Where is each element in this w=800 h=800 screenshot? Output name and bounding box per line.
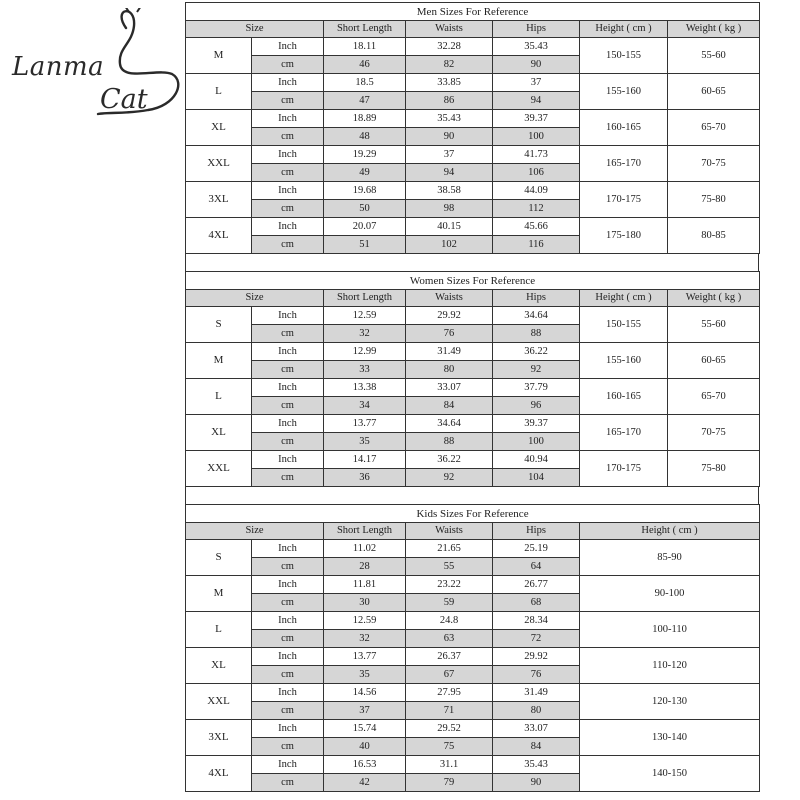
table-row xyxy=(186,415,760,433)
inch-value-cell: 13.38 xyxy=(324,379,406,397)
cm-value-cell: 106 xyxy=(493,164,580,182)
inch-value-cell: 26.37 xyxy=(406,648,493,666)
table-row xyxy=(186,612,760,630)
cm-value-cell: 50 xyxy=(324,200,406,218)
table-spacer xyxy=(185,487,759,504)
cm-value-cell: 80 xyxy=(493,702,580,720)
cm-value-cell: 32 xyxy=(324,630,406,648)
table-row xyxy=(186,146,760,164)
cm-value-cell: 79 xyxy=(406,774,493,792)
inch-value-cell: 39.37 xyxy=(493,415,580,433)
kids-header-cell: Size xyxy=(186,523,324,540)
table-row xyxy=(186,307,760,325)
unit-inch-cell: Inch xyxy=(252,146,324,164)
cm-value-cell: 30 xyxy=(324,594,406,612)
size-label-cell: XL xyxy=(186,415,252,451)
inch-value-cell: 44.09 xyxy=(493,182,580,200)
men-table-title: Men Sizes For Reference xyxy=(186,3,760,21)
women-header-cell: Hips xyxy=(493,290,580,307)
table-row xyxy=(186,343,760,361)
table-row xyxy=(186,684,760,702)
unit-cm-cell: cm xyxy=(252,433,324,451)
women-title-row xyxy=(186,272,760,290)
cm-value-cell: 40 xyxy=(324,738,406,756)
cm-value-cell: 80 xyxy=(406,361,493,379)
table-spacer xyxy=(185,254,759,271)
size-label-cell: S xyxy=(186,307,252,343)
table-row xyxy=(186,540,760,558)
unit-cm-cell: cm xyxy=(252,236,324,254)
table-row xyxy=(186,576,760,594)
inch-value-cell: 34.64 xyxy=(406,415,493,433)
kids-header-cell: Hips xyxy=(493,523,580,540)
inch-value-cell: 11.81 xyxy=(324,576,406,594)
unit-inch-cell: Inch xyxy=(252,576,324,594)
inch-value-cell: 24.8 xyxy=(406,612,493,630)
height-range-cell: 140-150 xyxy=(580,756,760,792)
cm-value-cell: 72 xyxy=(493,630,580,648)
unit-cm-cell: cm xyxy=(252,56,324,74)
cm-value-cell: 100 xyxy=(493,128,580,146)
inch-value-cell: 33.07 xyxy=(406,379,493,397)
inch-value-cell: 14.56 xyxy=(324,684,406,702)
height-range-cell: 130-140 xyxy=(580,720,760,756)
cm-value-cell: 37 xyxy=(324,702,406,720)
cm-value-cell: 36 xyxy=(324,469,406,487)
weight-range-cell: 75-80 xyxy=(668,451,760,487)
inch-value-cell: 14.17 xyxy=(324,451,406,469)
size-label-cell: M xyxy=(186,38,252,74)
inch-value-cell: 45.66 xyxy=(493,218,580,236)
kids-header-cell: Waists xyxy=(406,523,493,540)
cm-value-cell: 90 xyxy=(493,774,580,792)
inch-value-cell: 29.92 xyxy=(406,307,493,325)
women-size-table xyxy=(185,271,760,487)
women-header-cell: Short Length xyxy=(324,290,406,307)
cm-value-cell: 55 xyxy=(406,558,493,576)
table-row xyxy=(186,38,760,56)
inch-value-cell: 40.15 xyxy=(406,218,493,236)
women-header-cell: Size xyxy=(186,290,324,307)
height-range-cell: 155-160 xyxy=(580,343,668,379)
inch-value-cell: 12.99 xyxy=(324,343,406,361)
logo-wordmark-line2: Cat xyxy=(100,84,148,115)
height-range-cell: 160-165 xyxy=(580,110,668,146)
men-header-cell: Waists xyxy=(406,21,493,38)
inch-value-cell: 36.22 xyxy=(493,343,580,361)
inch-value-cell: 31.49 xyxy=(493,684,580,702)
cm-value-cell: 48 xyxy=(324,128,406,146)
cm-value-cell: 75 xyxy=(406,738,493,756)
inch-value-cell: 20.07 xyxy=(324,218,406,236)
cm-value-cell: 90 xyxy=(493,56,580,74)
inch-value-cell: 35.43 xyxy=(406,110,493,128)
table-row xyxy=(186,379,760,397)
unit-cm-cell: cm xyxy=(252,128,324,146)
size-label-cell: 4XL xyxy=(186,218,252,254)
unit-inch-cell: Inch xyxy=(252,415,324,433)
weight-range-cell: 55-60 xyxy=(668,38,760,74)
men-header-row xyxy=(186,21,760,38)
inch-value-cell: 31.49 xyxy=(406,343,493,361)
unit-cm-cell: cm xyxy=(252,469,324,487)
cm-value-cell: 112 xyxy=(493,200,580,218)
cm-value-cell: 92 xyxy=(406,469,493,487)
men-header-cell: Short Length xyxy=(324,21,406,38)
unit-inch-cell: Inch xyxy=(252,756,324,774)
height-range-cell: 90-100 xyxy=(580,576,760,612)
unit-cm-cell: cm xyxy=(252,702,324,720)
inch-value-cell: 35.43 xyxy=(493,38,580,56)
logo-wordmark-line1: Lanma xyxy=(12,52,105,82)
women-header-cell: Waists xyxy=(406,290,493,307)
size-label-cell: 3XL xyxy=(186,182,252,218)
men-header-cell: Hips xyxy=(493,21,580,38)
inch-value-cell: 37 xyxy=(406,146,493,164)
unit-cm-cell: cm xyxy=(252,397,324,415)
unit-cm-cell: cm xyxy=(252,666,324,684)
inch-value-cell: 19.29 xyxy=(324,146,406,164)
height-range-cell: 120-130 xyxy=(580,684,760,720)
inch-value-cell: 41.73 xyxy=(493,146,580,164)
cm-value-cell: 116 xyxy=(493,236,580,254)
inch-value-cell: 31.1 xyxy=(406,756,493,774)
unit-cm-cell: cm xyxy=(252,164,324,182)
size-label-cell: L xyxy=(186,612,252,648)
height-range-cell: 165-170 xyxy=(580,146,668,182)
cm-value-cell: 104 xyxy=(493,469,580,487)
inch-value-cell: 13.77 xyxy=(324,415,406,433)
cm-value-cell: 63 xyxy=(406,630,493,648)
inch-value-cell: 13.77 xyxy=(324,648,406,666)
unit-inch-cell: Inch xyxy=(252,218,324,236)
weight-range-cell: 70-75 xyxy=(668,415,760,451)
cm-value-cell: 47 xyxy=(324,92,406,110)
cm-value-cell: 76 xyxy=(406,325,493,343)
weight-range-cell: 70-75 xyxy=(668,146,760,182)
unit-inch-cell: Inch xyxy=(252,74,324,92)
weight-range-cell: 60-65 xyxy=(668,343,760,379)
cm-value-cell: 82 xyxy=(406,56,493,74)
table-row xyxy=(186,451,760,469)
inch-value-cell: 12.59 xyxy=(324,307,406,325)
cm-value-cell: 94 xyxy=(406,164,493,182)
inch-value-cell: 21.65 xyxy=(406,540,493,558)
inch-value-cell: 38.58 xyxy=(406,182,493,200)
cm-value-cell: 88 xyxy=(406,433,493,451)
cm-value-cell: 92 xyxy=(493,361,580,379)
cm-value-cell: 51 xyxy=(324,236,406,254)
size-label-cell: XXL xyxy=(186,451,252,487)
weight-range-cell: 60-65 xyxy=(668,74,760,110)
cm-value-cell: 67 xyxy=(406,666,493,684)
inch-value-cell: 37.79 xyxy=(493,379,580,397)
inch-value-cell: 29.52 xyxy=(406,720,493,738)
unit-inch-cell: Inch xyxy=(252,38,324,56)
cm-value-cell: 76 xyxy=(493,666,580,684)
inch-value-cell: 25.19 xyxy=(493,540,580,558)
cm-value-cell: 49 xyxy=(324,164,406,182)
inch-value-cell: 18.89 xyxy=(324,110,406,128)
inch-value-cell: 40.94 xyxy=(493,451,580,469)
men-size-table xyxy=(185,2,760,254)
inch-value-cell: 32.28 xyxy=(406,38,493,56)
kids-header-row xyxy=(186,523,760,540)
weight-range-cell: 65-70 xyxy=(668,379,760,415)
unit-cm-cell: cm xyxy=(252,325,324,343)
kids-header-cell: Short Length xyxy=(324,523,406,540)
size-label-cell: M xyxy=(186,343,252,379)
unit-inch-cell: Inch xyxy=(252,540,324,558)
unit-cm-cell: cm xyxy=(252,630,324,648)
unit-cm-cell: cm xyxy=(252,200,324,218)
size-label-cell: 4XL xyxy=(186,756,252,792)
cm-value-cell: 84 xyxy=(493,738,580,756)
cm-value-cell: 64 xyxy=(493,558,580,576)
table-row xyxy=(186,182,760,200)
size-label-cell: XXL xyxy=(186,684,252,720)
inch-value-cell: 33.85 xyxy=(406,74,493,92)
unit-inch-cell: Inch xyxy=(252,182,324,200)
height-range-cell: 165-170 xyxy=(580,415,668,451)
unit-inch-cell: Inch xyxy=(252,379,324,397)
unit-inch-cell: Inch xyxy=(252,612,324,630)
inch-value-cell: 27.95 xyxy=(406,684,493,702)
table-row xyxy=(186,74,760,92)
unit-cm-cell: cm xyxy=(252,594,324,612)
cm-value-cell: 94 xyxy=(493,92,580,110)
cm-value-cell: 90 xyxy=(406,128,493,146)
unit-cm-cell: cm xyxy=(252,738,324,756)
height-range-cell: 150-155 xyxy=(580,307,668,343)
unit-inch-cell: Inch xyxy=(252,720,324,738)
inch-value-cell: 28.34 xyxy=(493,612,580,630)
weight-range-cell: 65-70 xyxy=(668,110,760,146)
unit-inch-cell: Inch xyxy=(252,648,324,666)
height-range-cell: 160-165 xyxy=(580,379,668,415)
cm-value-cell: 59 xyxy=(406,594,493,612)
weight-range-cell: 80-85 xyxy=(668,218,760,254)
kids-title-row xyxy=(186,505,760,523)
men-title-row xyxy=(186,3,760,21)
kids-size-table xyxy=(185,504,760,792)
table-row xyxy=(186,720,760,738)
women-header-cell: Weight ( kg ) xyxy=(668,290,760,307)
cm-value-cell: 34 xyxy=(324,397,406,415)
size-label-cell: L xyxy=(186,379,252,415)
cm-value-cell: 46 xyxy=(324,56,406,74)
unit-inch-cell: Inch xyxy=(252,451,324,469)
inch-value-cell: 39.37 xyxy=(493,110,580,128)
unit-cm-cell: cm xyxy=(252,558,324,576)
cm-value-cell: 98 xyxy=(406,200,493,218)
cm-value-cell: 32 xyxy=(324,325,406,343)
cm-value-cell: 35 xyxy=(324,666,406,684)
cm-value-cell: 28 xyxy=(324,558,406,576)
women-table-title: Women Sizes For Reference xyxy=(186,272,760,290)
height-range-cell: 170-175 xyxy=(580,182,668,218)
inch-value-cell: 34.64 xyxy=(493,307,580,325)
cm-value-cell: 42 xyxy=(324,774,406,792)
table-row xyxy=(186,110,760,128)
cm-value-cell: 102 xyxy=(406,236,493,254)
height-range-cell: 150-155 xyxy=(580,38,668,74)
brand-logo xyxy=(8,8,184,128)
weight-range-cell: 55-60 xyxy=(668,307,760,343)
women-header-cell: Height ( cm ) xyxy=(580,290,668,307)
cm-value-cell: 88 xyxy=(493,325,580,343)
inch-value-cell: 29.92 xyxy=(493,648,580,666)
table-row xyxy=(186,648,760,666)
unit-cm-cell: cm xyxy=(252,361,324,379)
inch-value-cell: 18.5 xyxy=(324,74,406,92)
unit-inch-cell: Inch xyxy=(252,343,324,361)
size-label-cell: 3XL xyxy=(186,720,252,756)
cm-value-cell: 35 xyxy=(324,433,406,451)
men-header-cell: Height ( cm ) xyxy=(580,21,668,38)
size-label-cell: M xyxy=(186,576,252,612)
table-row xyxy=(186,756,760,774)
cm-value-cell: 100 xyxy=(493,433,580,451)
inch-value-cell: 15.74 xyxy=(324,720,406,738)
men-header-cell: Size xyxy=(186,21,324,38)
size-label-cell: L xyxy=(186,74,252,110)
height-range-cell: 85-90 xyxy=(580,540,760,576)
size-label-cell: XL xyxy=(186,110,252,146)
height-range-cell: 170-175 xyxy=(580,451,668,487)
size-label-cell: XL xyxy=(186,648,252,684)
unit-inch-cell: Inch xyxy=(252,684,324,702)
table-row xyxy=(186,218,760,236)
height-range-cell: 155-160 xyxy=(580,74,668,110)
unit-cm-cell: cm xyxy=(252,774,324,792)
kids-header-cell: Height ( cm ) xyxy=(580,523,760,540)
cm-value-cell: 96 xyxy=(493,397,580,415)
men-header-cell: Weight ( kg ) xyxy=(668,21,760,38)
size-chart xyxy=(185,2,759,792)
inch-value-cell: 33.07 xyxy=(493,720,580,738)
women-header-row xyxy=(186,290,760,307)
unit-cm-cell: cm xyxy=(252,92,324,110)
cm-value-cell: 33 xyxy=(324,361,406,379)
inch-value-cell: 19.68 xyxy=(324,182,406,200)
inch-value-cell: 23.22 xyxy=(406,576,493,594)
unit-inch-cell: Inch xyxy=(252,307,324,325)
height-range-cell: 110-120 xyxy=(580,648,760,684)
size-label-cell: S xyxy=(186,540,252,576)
inch-value-cell: 18.11 xyxy=(324,38,406,56)
weight-range-cell: 75-80 xyxy=(668,182,760,218)
inch-value-cell: 11.02 xyxy=(324,540,406,558)
cm-value-cell: 71 xyxy=(406,702,493,720)
inch-value-cell: 12.59 xyxy=(324,612,406,630)
size-label-cell: XXL xyxy=(186,146,252,182)
inch-value-cell: 36.22 xyxy=(406,451,493,469)
unit-inch-cell: Inch xyxy=(252,110,324,128)
cm-value-cell: 86 xyxy=(406,92,493,110)
cm-value-cell: 68 xyxy=(493,594,580,612)
inch-value-cell: 37 xyxy=(493,74,580,92)
inch-value-cell: 16.53 xyxy=(324,756,406,774)
inch-value-cell: 35.43 xyxy=(493,756,580,774)
height-range-cell: 175-180 xyxy=(580,218,668,254)
height-range-cell: 100-110 xyxy=(580,612,760,648)
inch-value-cell: 26.77 xyxy=(493,576,580,594)
kids-table-title: Kids Sizes For Reference xyxy=(186,505,760,523)
cm-value-cell: 84 xyxy=(406,397,493,415)
